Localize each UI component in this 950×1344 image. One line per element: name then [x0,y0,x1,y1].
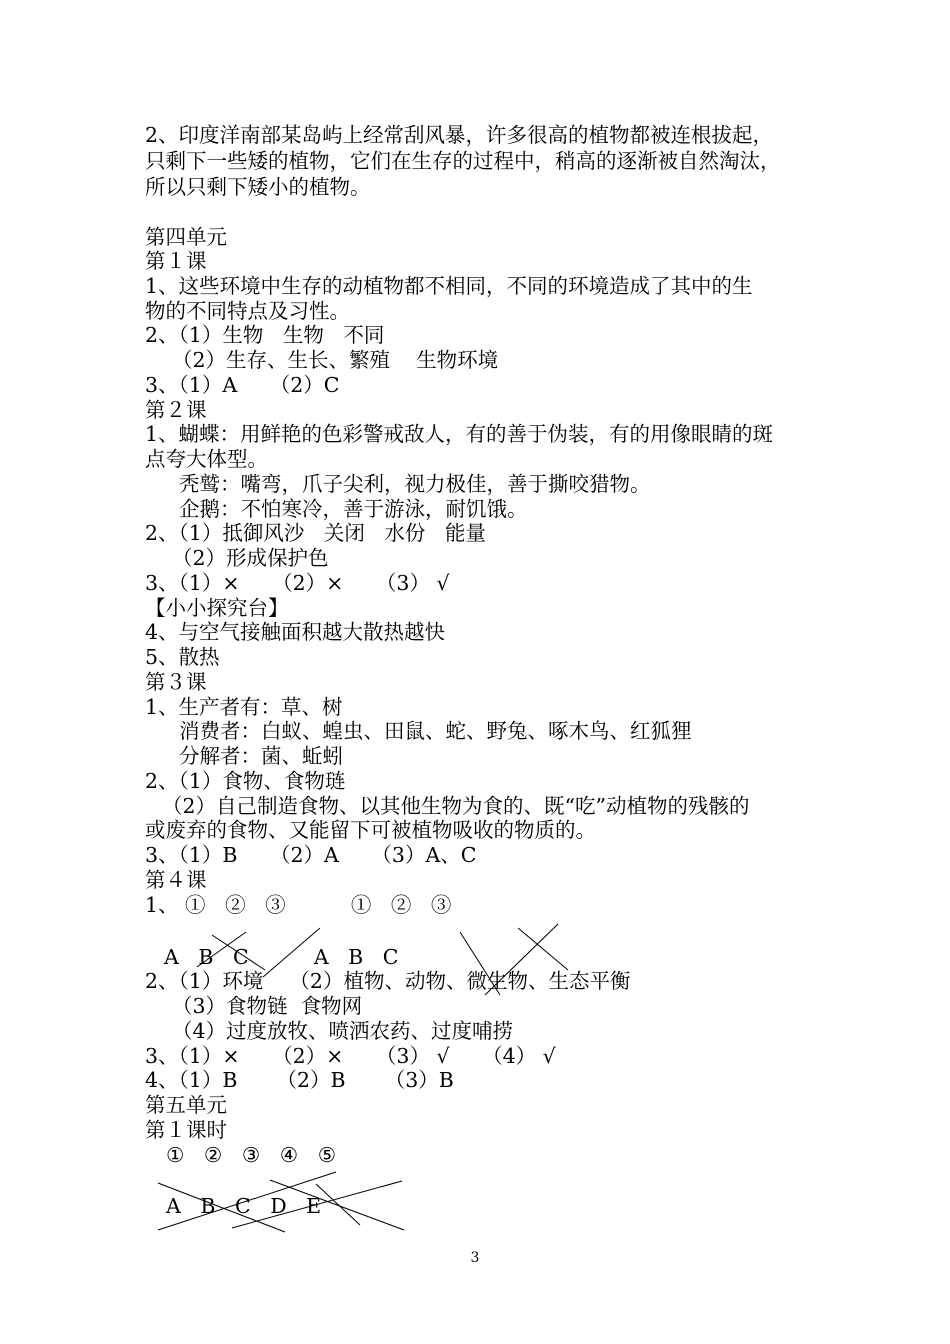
text-line: 2、印度洋南部某岛屿上经常刮风暴，许多很高的植物都被连根拔起， [145,123,774,147]
text-line: 2、（1）环境 （2）植物、动物、微生物、生态平衡 [145,969,631,993]
matching-line [316,1184,360,1225]
section-heading: 【小小探究台】 [145,596,289,620]
unit-heading: 第四单元 [145,225,227,249]
lesson-heading: 第１课 [145,249,207,273]
text-line: （2）自己制造食物、以其他生物为食的、既“吃”动植物的残骸的 [162,794,750,818]
matching-line [197,932,246,967]
matching-line [485,924,558,995]
page-number: 3 [470,1250,480,1266]
text-line: （2）形成保护色 [172,546,329,570]
unit-heading: 第五单元 [145,1093,227,1117]
text-line: 消费者：白蚁、蝗虫、田鼠、蛇、野兔、啄木鸟、红狐狸 [179,719,692,743]
text-line: 2、（1）食物、食物琏 [145,769,346,793]
text-line: 4、与空气接触面积越大散热越快 [145,620,446,644]
lesson-heading: 第４课 [145,868,207,892]
text-line: 3、（1）A （2）C [145,373,340,397]
text-line: （2）生存、生长、繁殖 生物环境 [172,348,499,372]
matching-line [270,1180,404,1230]
text-line: 只剩下一些矮的植物，它们在生存的过程中，稍高的逐渐被自然淘汰， [145,149,781,173]
text-line: 1、蝴蝶：用鲜艳的色彩警戒敌人，有的善于伪装，有的用像眼睛的斑 [145,422,774,446]
text-line: 1、这些环境中生存的动植物都不相同，不同的环境造成了其中的生 [145,274,753,298]
lesson-heading: 第２课 [145,398,207,422]
text-line: 1、生产者有：草、树 [145,695,343,719]
text-line: 企鹅：不怕寒冷，善于游泳，耐饥饿。 [179,497,528,521]
text-line: （3）食物链 食物网 [172,994,363,1018]
matching-bottom-row: A B C D E [166,1194,322,1218]
lesson-heading: 第１课时 [145,1118,227,1142]
matching-line [212,935,265,970]
text-line: 2、（1）抵御风沙 关闭 水份 能量 [145,521,486,545]
text-line: 所以只剩下矮小的植物。 [145,175,371,199]
matching-bottom-row: A B C A B C [164,945,399,969]
text-line: 3、（1）B （2）A （3）A、C [145,843,477,867]
text-line: 分解者：菌、蚯蚓 [179,744,343,768]
matching-line [232,1181,402,1228]
text-line: 4、（1）B （2）B （3）B [145,1068,454,1092]
matching-line [263,928,320,977]
text-line: 5、散热 [145,645,220,669]
text-line: 3、（1）× （2）× （3） √ [145,571,450,595]
text-line: 3、（1）× （2）× （3） √ （4） √ [145,1044,556,1068]
matching-top-row: ① ② ③ ④ ⑤ [166,1143,337,1167]
matching-line [518,928,568,970]
text-line: 2、（1）生物 生物 不同 [145,323,385,347]
text-line: （4）过度放牧、喷洒农药、过度哺捞 [172,1019,514,1043]
lesson-heading: 第３课 [145,670,207,694]
text-line: 或废弃的食物、又能留下可被植物吸收的物质的。 [145,818,596,842]
matching-line [158,1183,285,1232]
matching-top-row: 1、 ① ② ③ ① ② ③ [145,893,452,917]
matching-line [158,1172,336,1230]
text-line: 物的不同特点及习性。 [145,299,350,323]
text-line: 点夸大体型。 [145,447,268,471]
text-line: 秃鹫：嘴弯，爪子尖利，视力极佳，善于撕咬猎物。 [179,472,651,496]
